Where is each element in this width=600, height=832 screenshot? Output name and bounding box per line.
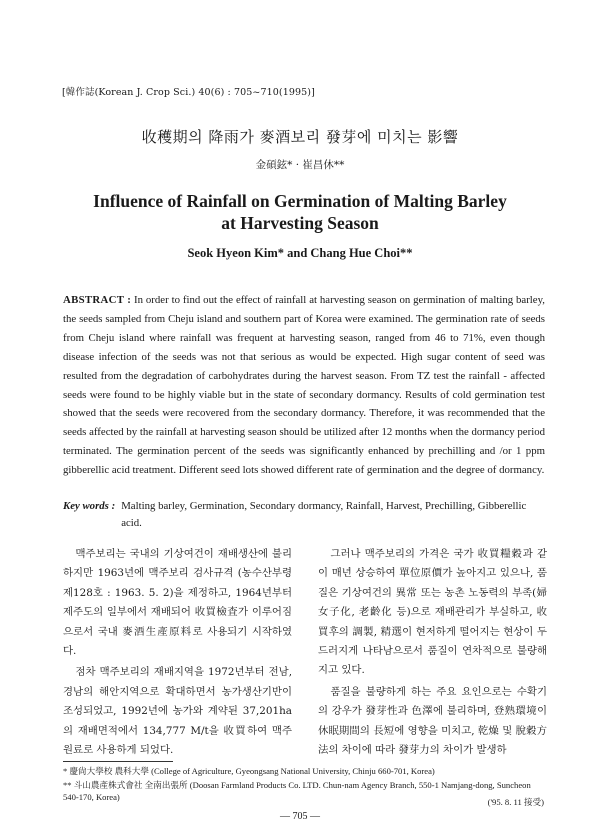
page-number: — 705 —	[280, 811, 320, 822]
korean-authors: 金碩鉉* · 崔昌休**	[255, 159, 345, 171]
korean-title: 收穫期의 降雨가 麥酒보리 發芽에 미치는 影響	[141, 128, 459, 146]
body-paragraph: 품질을 불량하게 하는 주요 요인으로는 수확기의 강우가 發芽性과 色澤에 불리하며, 登熟環境이 休眠期間의 長短에 영향을 미치고, 乾燥 및 脫穀方法의 차이에 따라 發芽力의 차이가 발생하	[318, 685, 547, 757]
received-date: ('95. 8. 11 接受)	[487, 797, 544, 807]
body-paragraph: 맥주보리는 국내의 기상여건이 재배생산에 불리하지만 1963년에 맥주보리 검사규격 (농수산부령 제128호 : 1963. 5. 2)을 제정하고, 1964년부터 제주도의 일부에서 재배되어 收買檢査가 이루어짐으로서 국내 麥酒生產原料로 사용되기 시작하였다.	[63, 548, 292, 658]
english-authors: Seok Hyeon Kim* and Chang Hue Choi**	[187, 246, 413, 260]
abstract-text: In order to find out the effect of rainfall at harvesting season on germination of malting barley, the seeds sampled from Cheju island and southern part of Korea were examined. The germination rate of seeds from Cheju island where rainfall was frequent at harvesting season, ranged from 46 to 71%, even though disease infection of the seeds was not that serious as would be expected. High sugar content of seed was resulted from the degradation of carbohydrates during the harvest season. From TZ test the rainfall - affected seeds were found to be highly viable but in the state of secondary dormancy. Results of cold germination test showed that the seeds were recovered from the secondary dormancy. Therefore, it was recommended that the seeds affected by the rainfall at harvesting season should be utilized after 12 months when the dormancy period terminated. The germination percent of the seeds was significantly enhanced by prechilling and /or 1 ppm gibberellic acid treatment. Different seed lots showed different rate of germination and the degree of dormancy.	[63, 294, 545, 477]
body-left-column	[63, 545, 292, 762]
english-title-line1: Influence of Rainfall on Germination of Malting Barley	[93, 191, 507, 211]
footnote-affiliation-2: ** 斗山農產株式會社 全南出張所 (Doosan Farmland Products Co. LTD. Chun-nam Agency Branch, 550-1 Namjang-dong, Suncheon 540-170, Korea)	[63, 780, 531, 802]
keywords-text: Malting barley, Germination, Secondary dormancy, Rainfall, Harvest, Prechilling, Gibberellic acid.	[121, 500, 527, 529]
english-title-line2: at Harvesting Season	[221, 213, 379, 233]
abstract	[63, 291, 545, 480]
english-title	[0, 190, 600, 234]
keywords	[63, 498, 545, 532]
journal-reference: [韓作誌(Korean J. Crop Sci.) 40(6) : 705~710(1995)]	[62, 87, 315, 98]
body-paragraph: 점차 맥주보리의 재배지역을 1972년부터 전남, 경남의 해안지역으로 확대하면서 농가생산기반이 조성되었고, 1992년에 농가와 계약된 37,201ha의 재배면적에서 134,777 M/t을 收買하여 맥주원료로 사용하게 되었다.	[63, 666, 292, 757]
keywords-label: Key words :	[63, 500, 116, 512]
footnote-divider	[63, 761, 173, 762]
footnote-affiliation-1: * 慶尙大學校 農科大學 (College of Agriculture, Gyeongsang National University, Chinju 660-701, Korea)	[63, 766, 435, 776]
body-right-column	[318, 545, 547, 762]
body-paragraph: 그러나 맥주보리의 가격은 국가 收買糧穀과 같이 매년 상승하여 單位原價가 높아지고 있으나, 품질은 기상여건의 異常 또는 농촌 노동력의 부족(婦女子化, 老齡化 등)으로 재배관리가 부실하고, 收買후의 調製, 精選이 현저하게 떨어지는 현상이 두드러지게 나타남으로서 품질이 연차적으로 불량해지고 있다.	[318, 548, 547, 677]
abstract-label: ABSTRACT :	[63, 294, 132, 306]
